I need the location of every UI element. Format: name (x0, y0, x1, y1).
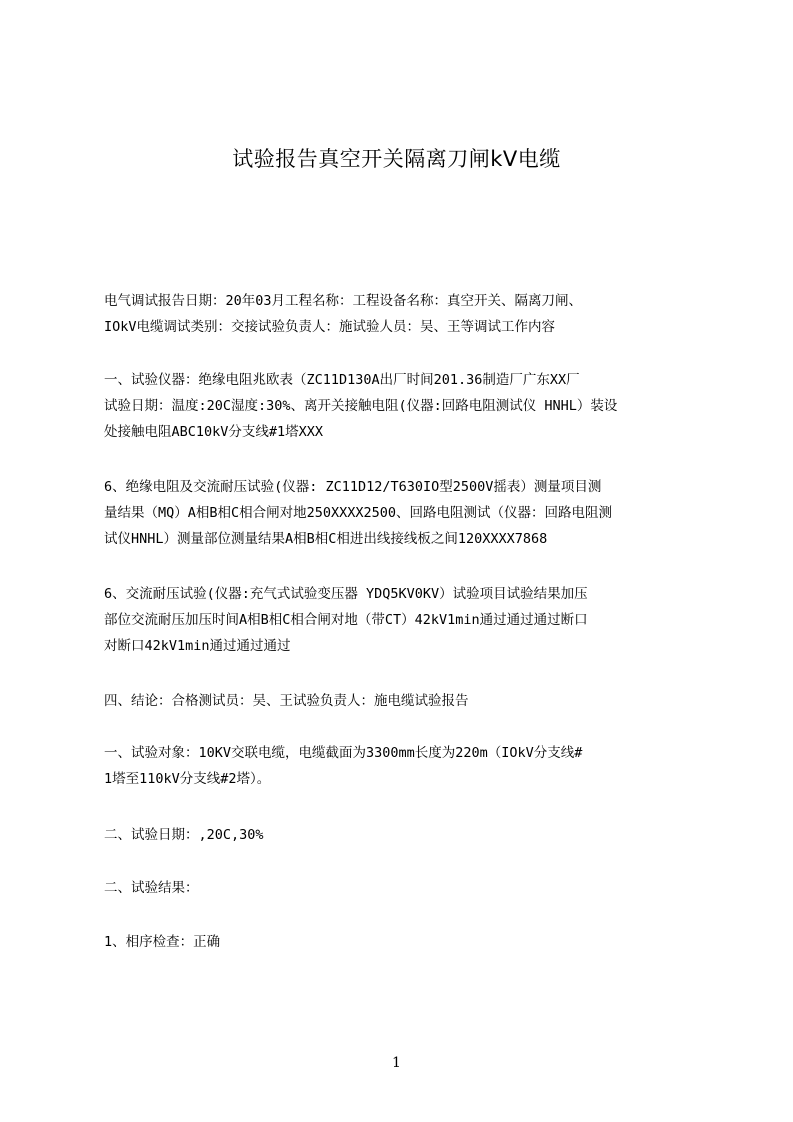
document-title: 试验报告真空开关隔离刀闸kV电缆 (232, 147, 561, 171)
paragraph-line: 二、试验结果： (104, 880, 199, 896)
paragraph-conclusion (104, 688, 700, 714)
paragraph-phase-check (104, 929, 700, 955)
paragraph-line: 试验日期：温度:20C湿度:30%、离开关接触电阻(仪器:回路电阻测试仪 HNHL）装设 (104, 398, 618, 414)
paragraph-report-header (104, 288, 700, 340)
page-number: 1 (392, 1055, 401, 1071)
paragraph-line: 部位交流耐压加压时间A相B相C相合闸对地（带CT）42kV1min通过通过通过断口 (104, 612, 588, 628)
paragraph-line: 二、试验日期：,20C,30% (104, 827, 264, 843)
paragraph-line: 电气调试报告日期：20年03月工程名称：工程设备名称：真空开关、隔离刀闸、 (104, 293, 583, 309)
paragraph-test-object (104, 740, 700, 792)
paragraph-test-instruments (104, 367, 700, 445)
paragraph-line: 1、相序检查：正确 (104, 934, 221, 950)
paragraph-test-results-heading (104, 875, 700, 901)
paragraph-line: IOkV电缆调试类别：交接试验负责人：施试验人员：吴、王等调试工作内容 (104, 319, 556, 335)
paragraph-line: 1塔至110kV分支线#2塔）。 (104, 771, 271, 787)
paragraph-ac-withstand-test (104, 581, 700, 659)
paragraph-line: 一、试验仪器：绝缘电阻兆欧表（ZC11D130A出厂时间201.36制造厂广东XX厂 (104, 372, 580, 388)
paragraph-line: 量结果（MQ）A相B相C相合闸对地250XXXX2500、回路电阻测试（仪器：回路电阻测 (104, 505, 613, 521)
paragraph-test-date (104, 822, 700, 848)
paragraph-insulation-test (104, 474, 700, 552)
paragraph-line: 对断口42kV1min通过通过通过 (104, 638, 291, 654)
paragraph-line: 6、交流耐压试验(仪器:充气式试验变压器 YDQ5KV0KV）试验项目试验结果加压 (104, 586, 588, 602)
paragraph-line: 6、绝缘电阻及交流耐压试验(仪器: ZC11D12/T630IO型2500V摇表）测量项目测 (104, 479, 602, 495)
paragraph-line: 处接触电阻ABC10kV分支线#1塔XXX (104, 424, 324, 440)
paragraph-line: 一、试验对象：10KV交联电缆，电缆截面为3300mm长度为220m（IOkV分支线# (104, 745, 583, 761)
paragraph-line: 试仪HNHL）测量部位测量结果A相B相C相进出线接线板之间120XXXX7868 (104, 531, 548, 547)
paragraph-line: 四、结论：合格测试员：吴、王试验负责人：施电缆试验报告 (104, 693, 469, 709)
